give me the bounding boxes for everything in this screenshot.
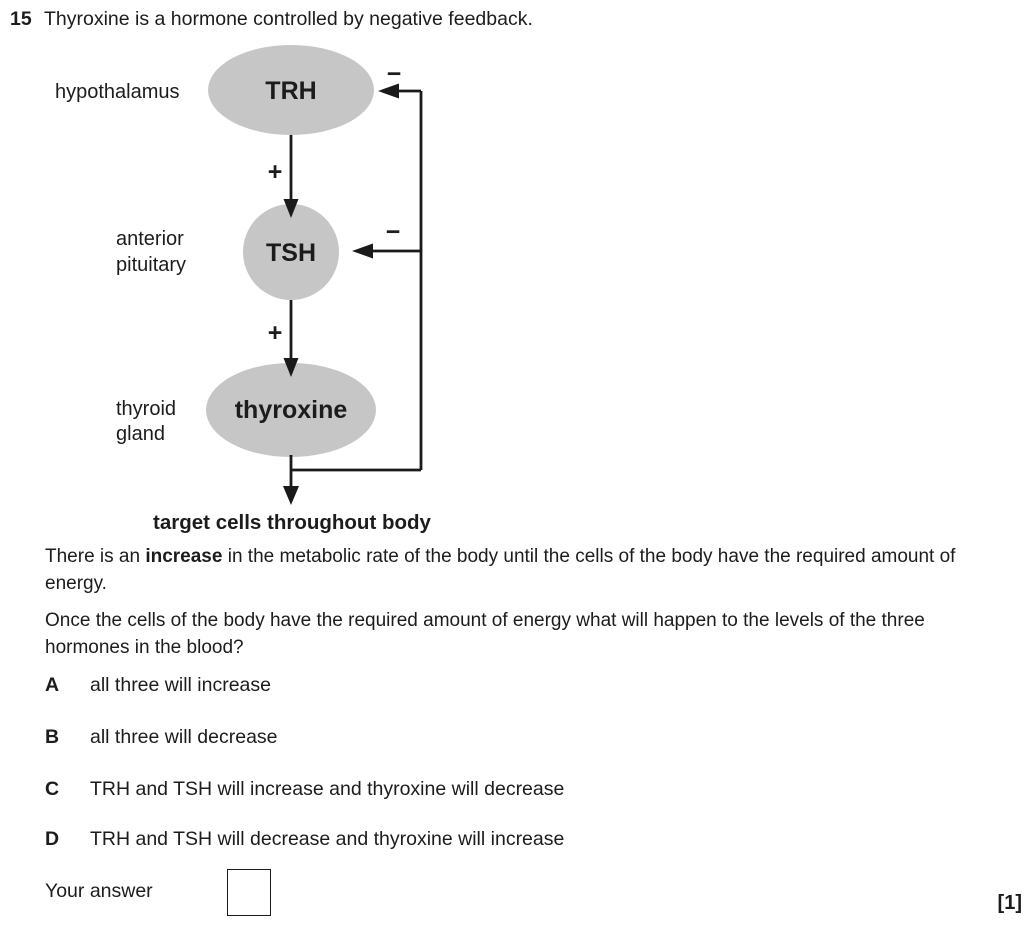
plus-sign-tsh-thyroxine: + — [267, 319, 283, 347]
paragraph-question — [45, 608, 995, 661]
anterior-pituitary-label-line2: pituitary — [116, 254, 187, 276]
option-a-letter: A — [45, 674, 60, 696]
paragraph-metabolic-rate-post: in the metabolic rate of the body until the cells of the body have the required amount of energy. — [45, 546, 956, 594]
thyroid-gland-label-line1: thyroid — [116, 398, 177, 420]
question-title: Thyroxine is a hormone controlled by negative feedback. — [44, 8, 533, 30]
target-cells-label: target cells throughout body — [153, 511, 431, 534]
thyroxine-label: thyroxine — [234, 396, 348, 424]
question-number: 15 — [10, 8, 32, 30]
answer-box[interactable] — [227, 869, 271, 916]
tsh-label: TSH — [266, 239, 316, 267]
paragraph-metabolic-rate-pre: There is an — [45, 546, 146, 567]
option-c-text: TRH and TSH will increase and thyroxine will decrease — [90, 778, 565, 800]
option-a-text: all three will increase — [90, 674, 271, 696]
paragraph-metabolic-rate — [45, 544, 995, 597]
arrow-to-target-cells — [283, 455, 299, 505]
thyroid-gland-label-line2: gland — [116, 423, 165, 445]
minus-sign-tsh: − — [385, 218, 401, 246]
option-c-letter: C — [45, 778, 60, 800]
option-b-letter: B — [45, 726, 60, 748]
paragraph-metabolic-rate-bold: increase — [145, 546, 223, 567]
hypothalamus-label: hypothalamus — [55, 81, 180, 103]
plus-sign-trh-tsh: + — [267, 158, 283, 186]
marks-badge: [1] — [997, 892, 1022, 914]
trh-label: TRH — [265, 77, 317, 105]
minus-sign-trh: − — [386, 60, 402, 88]
anterior-pituitary-label-line1: anterior — [116, 228, 184, 250]
your-answer-label: Your answer — [45, 880, 153, 902]
paragraph-question-text: Once the cells of the body have the required amount of energy what will happen to the levels of the three hormones in the blood? — [45, 610, 925, 658]
option-d-text: TRH and TSH will decrease and thyroxine will increase — [90, 828, 565, 850]
option-d-letter: D — [45, 828, 60, 850]
option-b-text: all three will decrease — [90, 726, 278, 748]
